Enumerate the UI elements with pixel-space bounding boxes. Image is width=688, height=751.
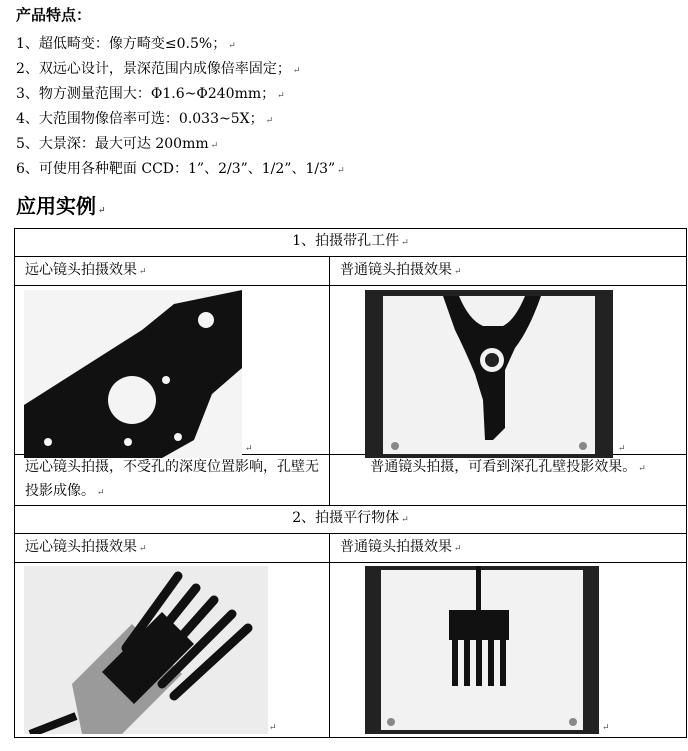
- paragraph-mark-icon: ↵: [277, 91, 285, 101]
- section-heading-1: [15, 229, 687, 257]
- section-heading-text: 1、拍摄带孔工件: [292, 233, 400, 249]
- telecentric-label-2: [15, 534, 330, 563]
- application-title: [16, 190, 106, 219]
- feature-text: 5、大景深：最大可达 200mm: [16, 136, 209, 152]
- normal-label-2: [330, 534, 687, 563]
- feature-item: [16, 83, 285, 103]
- normal-parallel-object-photo: [365, 566, 599, 734]
- feature-item: [16, 158, 345, 178]
- paragraph-mark-icon: ↵: [618, 444, 626, 454]
- paragraph-mark-icon: ↵: [245, 444, 253, 454]
- paragraph-mark-icon: ↵: [292, 66, 301, 76]
- paragraph-mark-icon: ↵: [337, 166, 345, 176]
- label-text: 远心镜头拍摄效果: [25, 539, 137, 555]
- paragraph-mark-icon: ↵: [269, 723, 277, 733]
- paragraph-mark-icon: ↵: [210, 141, 219, 151]
- label-text: 普通镜头拍摄效果: [340, 262, 452, 278]
- features-title: 产品特点：: [16, 6, 92, 24]
- telecentric-photo-cell-1: [15, 286, 330, 455]
- feature-text: 2、双远心设计，景深范围内成像倍率固定；: [16, 61, 291, 77]
- label-text: 远心镜头拍摄效果: [25, 262, 137, 278]
- paragraph-mark-icon: ↵: [139, 544, 147, 554]
- paragraph-mark-icon: ↵: [602, 723, 610, 733]
- paragraph-mark-icon: ↵: [454, 267, 462, 277]
- section-heading-2: [15, 506, 687, 534]
- paragraph-mark-icon: ↵: [228, 41, 236, 51]
- telecentric-photo-cell-2: [15, 563, 330, 738]
- normal-photo-cell-2: [330, 563, 687, 738]
- feature-text: 1、超低畸变：像方畸变≤0.5%；: [16, 36, 227, 52]
- paragraph-mark-icon: ↵: [98, 206, 106, 216]
- feature-item: [16, 33, 236, 53]
- feature-text: 6、可使用各种靶面 CCD：1”、2/3”、1/2”、1/3”: [16, 161, 336, 177]
- label-text: 普通镜头拍摄效果: [340, 539, 452, 555]
- application-title-text: 应用实例: [16, 194, 96, 218]
- normal-label-1: [330, 257, 687, 286]
- paragraph-mark-icon: ↵: [638, 464, 646, 474]
- paragraph-mark-icon: ↵: [139, 267, 147, 277]
- paragraph-mark-icon: ↵: [265, 116, 274, 126]
- telecentric-desc-1: [15, 455, 330, 506]
- paragraph-mark-icon: ↵: [97, 488, 105, 498]
- feature-text: 4、大范围物像倍率可选：0.033~5X；: [16, 111, 264, 127]
- normal-holed-part-photo: [365, 290, 613, 458]
- desc-text: 远心镜头拍摄，不受孔的深度位置影响，孔壁无投影成像。: [25, 459, 319, 499]
- feature-item: [16, 108, 273, 128]
- telecentric-label-1: [15, 257, 330, 286]
- examples-table: [14, 228, 687, 738]
- paragraph-mark-icon: ↵: [454, 544, 462, 554]
- feature-text: 3、物方测量范围大：Φ1.6~Φ240mm；: [16, 86, 276, 102]
- section-heading-text: 2、拍摄平行物体: [292, 510, 400, 526]
- feature-item: [16, 133, 218, 153]
- telecentric-holed-part-photo: [24, 290, 242, 458]
- paragraph-mark-icon: ↵: [401, 515, 409, 525]
- paragraph-mark-icon: ↵: [401, 238, 409, 248]
- feature-item: [16, 58, 300, 78]
- normal-desc-1: [330, 455, 687, 506]
- telecentric-parallel-object-photo: [24, 566, 268, 734]
- desc-text: 普通镜头拍摄，可看到深孔孔壁投影效果。: [370, 459, 637, 475]
- normal-photo-cell-1: [330, 286, 687, 455]
